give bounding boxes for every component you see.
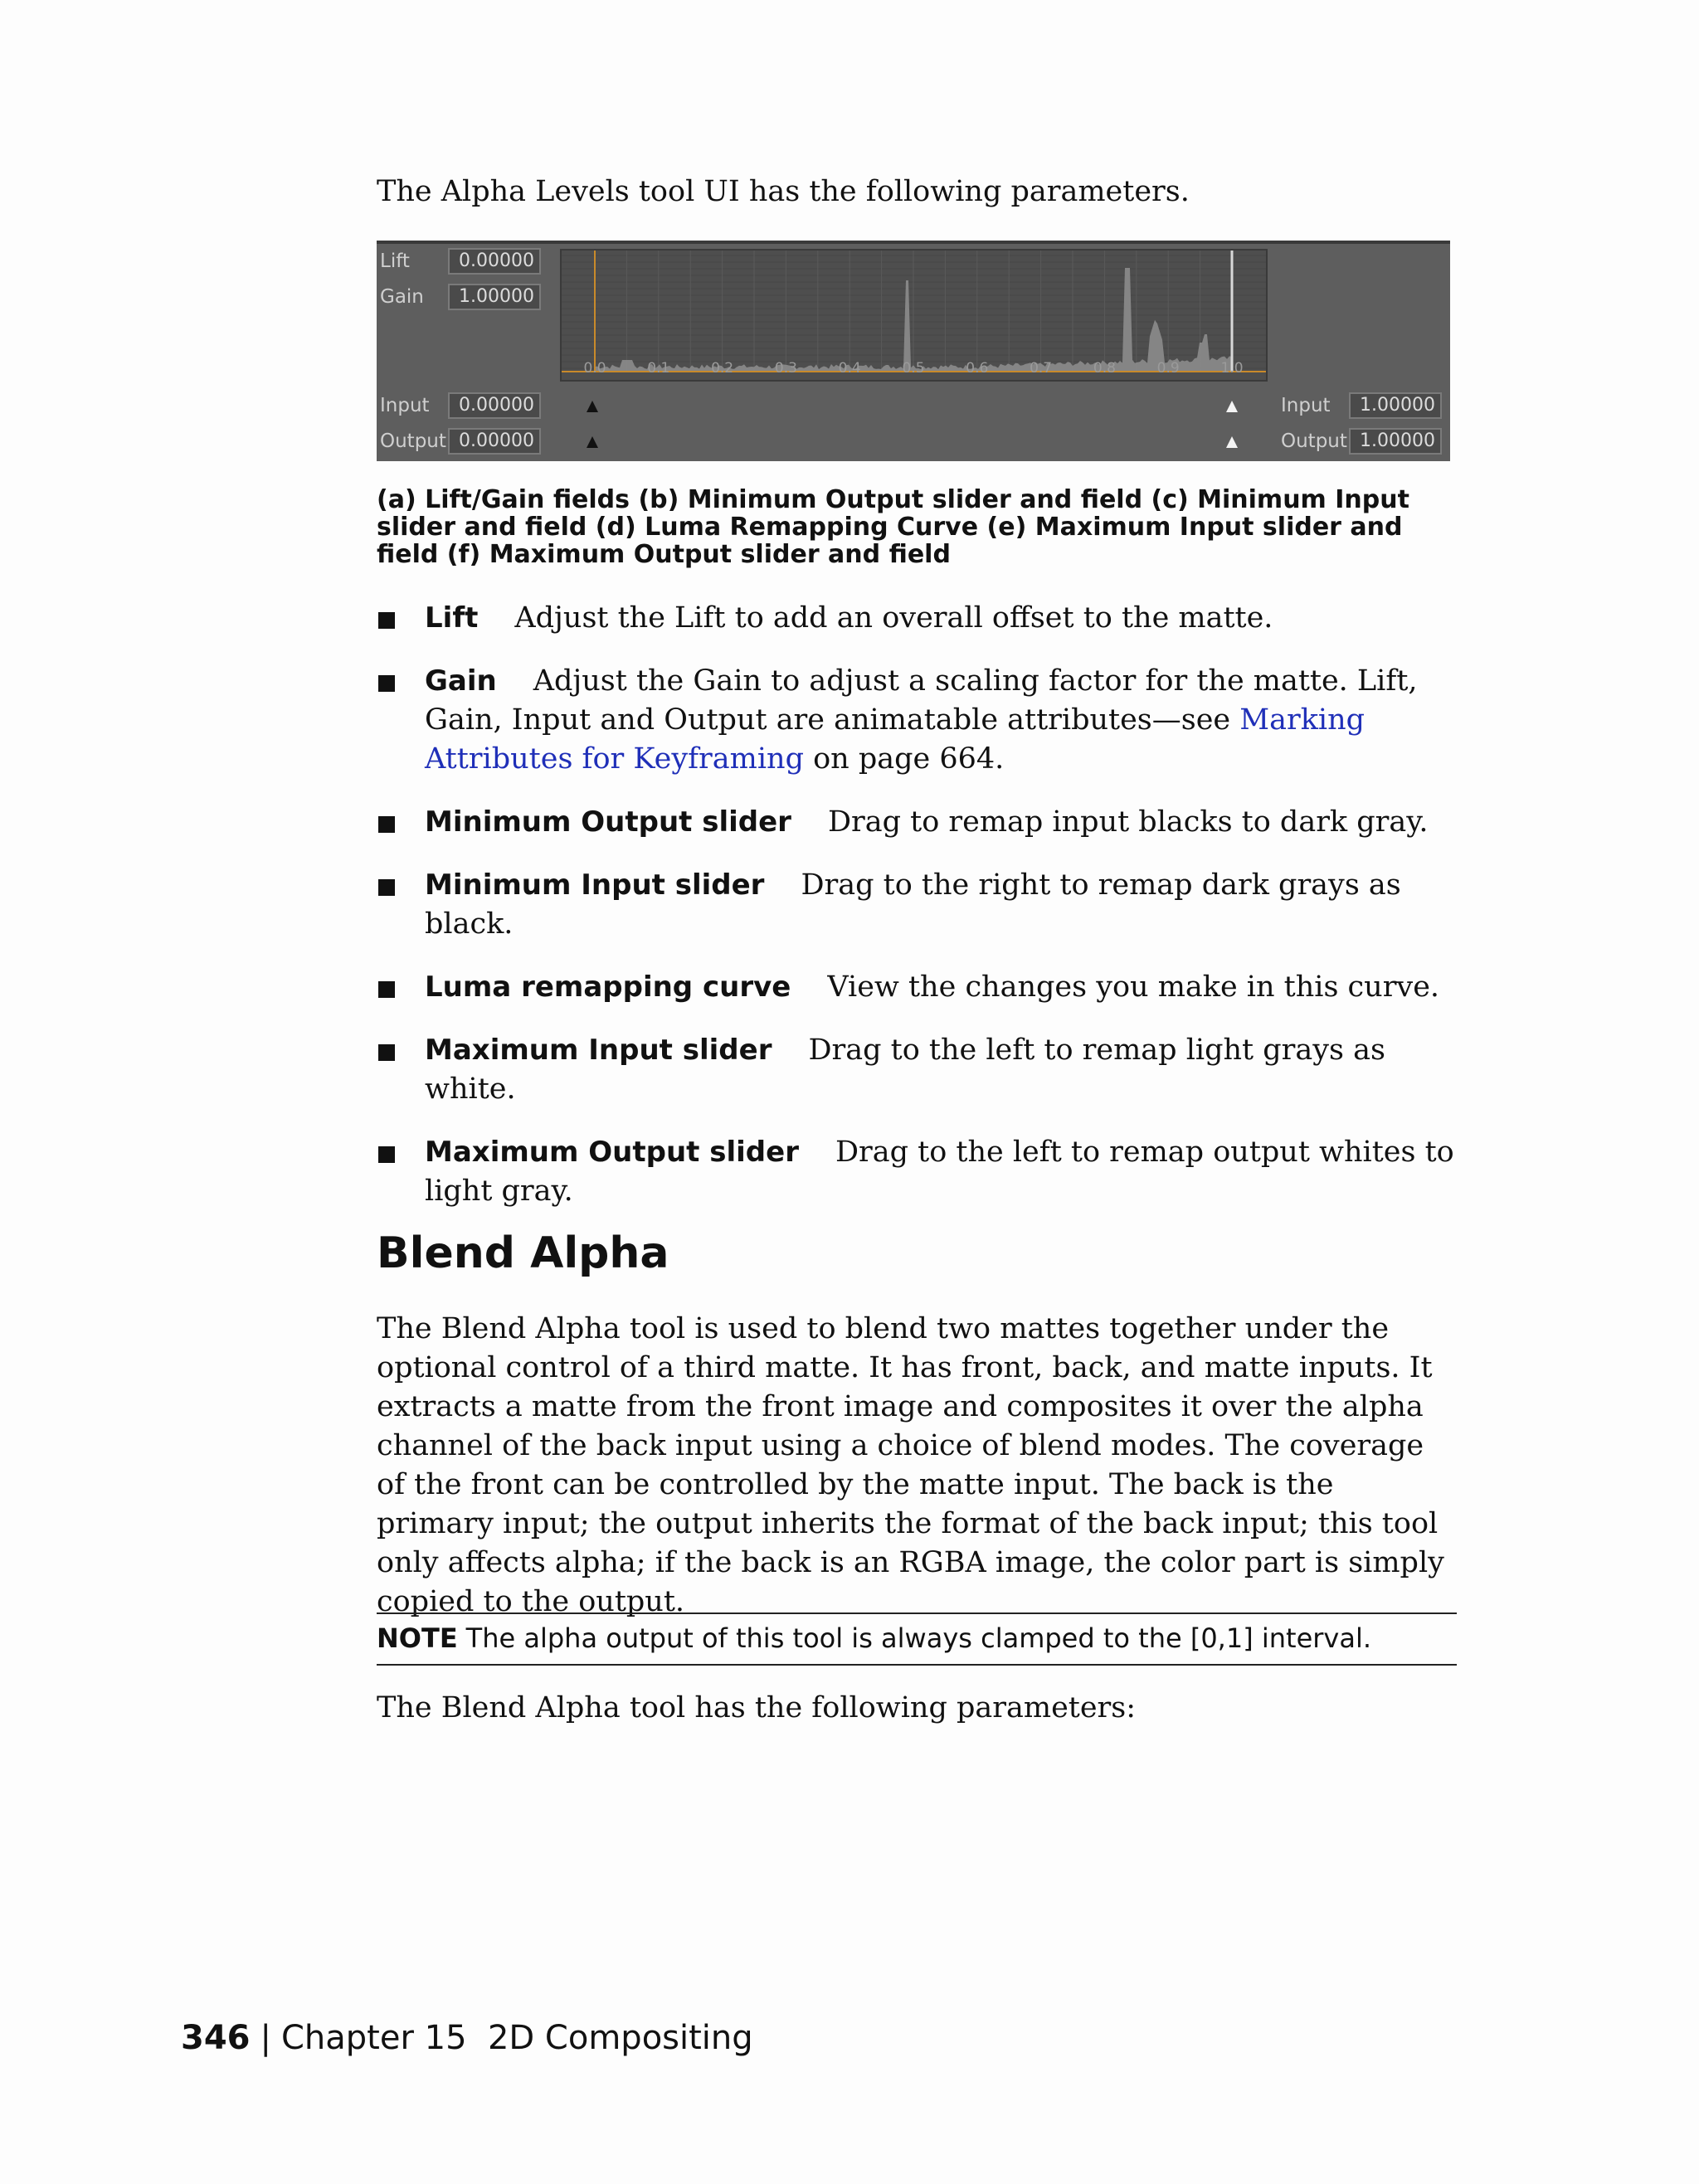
bullet-square-icon xyxy=(378,1044,395,1061)
tick-label: 0.5 xyxy=(902,360,925,377)
bullet-term: Minimum Input slider xyxy=(425,868,765,902)
bullet-term: Maximum Output slider xyxy=(425,1136,799,1169)
bullet-desc-after: on page 664. xyxy=(803,742,1005,776)
tick-label: 0.2 xyxy=(711,360,734,377)
bullet-desc: Drag to the left to remap light grays as white. xyxy=(425,1034,1385,1106)
min-input-slider[interactable] xyxy=(587,401,598,412)
bullet-desc: Drag to the right to remap dark grays as black. xyxy=(425,868,1401,941)
max-output-label: Output xyxy=(1281,430,1347,452)
max-input-field[interactable]: 1.00000 xyxy=(1349,392,1442,419)
min-input-label: Input xyxy=(380,395,430,416)
list-item xyxy=(377,1133,1457,1211)
bullet-square-icon xyxy=(378,675,395,692)
list-item xyxy=(377,968,1457,1007)
bullet-term: Lift xyxy=(425,601,479,635)
section-body: The Blend Alpha tool is used to blend two mattes together under the optional control of a third matte. It has front, back, and matte inputs. It extracts a matte from the front image and composites it over the alpha channel of the back input using a choice of blend modes. The coverage of the front can be controlled by the matte input. The back is the primary input; the output inherits the format of the back input; this tool only affects alpha; if the back is an RGBA image, the color part is simply copied to the output. xyxy=(377,1312,1444,1618)
tick-label: 0.1 xyxy=(647,360,670,377)
tick-label: 0.9 xyxy=(1156,360,1180,377)
outro-text: The Blend Alpha tool has the following parameters: xyxy=(377,1691,1137,1724)
keyframing-link[interactable]: Marking Attributes for Keyframing xyxy=(425,703,1366,776)
note-box xyxy=(377,1612,1457,1666)
max-input-slider[interactable] xyxy=(1226,401,1238,412)
max-input-label: Input xyxy=(1281,395,1331,416)
bullet-square-icon xyxy=(378,612,395,629)
list-item xyxy=(377,866,1457,944)
bullet-term: Luma remapping curve xyxy=(425,970,791,1004)
min-output-slider[interactable] xyxy=(587,436,598,448)
bullet-term: Maximum Input slider xyxy=(425,1034,772,1067)
footer-separator: | xyxy=(260,2019,271,2057)
tick-label: 0.8 xyxy=(1093,360,1116,377)
page-footer xyxy=(181,2016,753,2060)
bullet-desc: View the changes you make in this curve. xyxy=(827,970,1440,1004)
figure-caption: (a) Lift/Gain fields (b) Minimum Output slider and field (c) Minimum Input slider and field (d) Luma Remapping Curve (e) Maximum Input slider and field (f) Maximum Output slider and field xyxy=(377,485,1409,569)
max-output-slider[interactable] xyxy=(1226,436,1238,448)
tick-label: 0.4 xyxy=(838,360,861,377)
chapter-title: 2D Compositing xyxy=(487,2019,753,2057)
tick-label: 0.3 xyxy=(774,360,797,377)
list-item xyxy=(377,803,1457,842)
bullet-square-icon xyxy=(378,879,395,896)
bullet-desc: Drag to remap input blacks to dark gray. xyxy=(827,805,1429,839)
bullet-desc: Adjust the Lift to add an overall offset to the matte. xyxy=(514,601,1273,635)
alpha-levels-panel xyxy=(377,241,1450,461)
tick-label: 0.7 xyxy=(1030,360,1053,377)
page-number: 346 xyxy=(181,2019,251,2057)
bullet-square-icon xyxy=(378,1146,395,1163)
tick-label: 0.6 xyxy=(966,360,989,377)
tick-label: 0.0 xyxy=(583,360,606,377)
bullet-square-icon xyxy=(378,981,395,998)
bullet-term: Gain xyxy=(425,664,497,698)
note-text: The alpha output of this tool is always clamped to the [0,1] interval. xyxy=(465,1622,1372,1654)
bullet-desc: Adjust the Gain to adjust a scaling factor for the matte. Lift, Gain, Input and Output are animatable attributes—see xyxy=(425,664,1418,737)
bullet-desc: Drag to the left to remap output whites to light gray. xyxy=(425,1136,1454,1208)
min-output-label: Output xyxy=(380,430,446,452)
section-heading: Blend Alpha xyxy=(377,1228,669,1278)
min-output-field[interactable]: 0.00000 xyxy=(448,428,541,455)
lift-field[interactable]: 0.00000 xyxy=(448,248,541,275)
tick-label: 1.0 xyxy=(1220,360,1244,377)
list-item xyxy=(377,599,1457,638)
panel-top-border xyxy=(377,241,1450,244)
note-label: NOTE xyxy=(377,1622,458,1654)
histogram-graphic xyxy=(562,251,1266,380)
chapter-label: Chapter 15 xyxy=(280,2019,467,2057)
parameter-list xyxy=(377,599,1457,1235)
bullet-term: Minimum Output slider xyxy=(425,805,791,839)
bullet-square-icon xyxy=(378,816,395,833)
gain-field[interactable]: 1.00000 xyxy=(448,284,541,310)
min-input-field[interactable]: 0.00000 xyxy=(448,392,541,419)
intro-text: The Alpha Levels tool UI has the following parameters. xyxy=(377,175,1190,208)
max-output-field[interactable]: 1.00000 xyxy=(1349,428,1442,455)
lift-label: Lift xyxy=(380,251,410,272)
list-item xyxy=(377,1031,1457,1109)
list-item xyxy=(377,662,1457,779)
gain-label: Gain xyxy=(380,286,424,308)
luma-remapping-curve[interactable] xyxy=(560,249,1268,382)
